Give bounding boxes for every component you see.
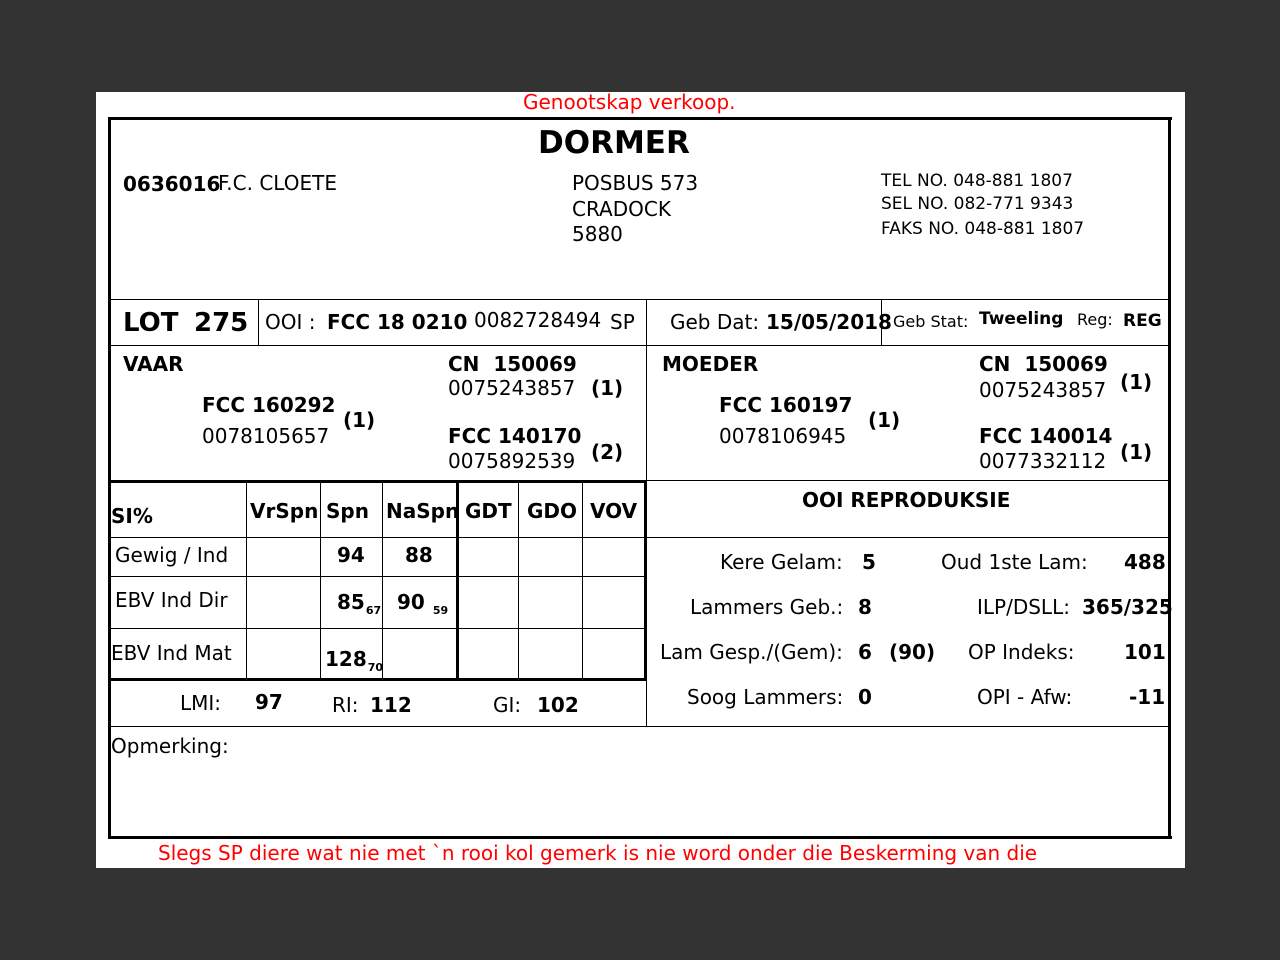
vaar-count: (1)	[343, 408, 376, 432]
sel-number: SEL NO. 082-771 9343	[881, 194, 1074, 214]
frame-left	[108, 117, 111, 839]
address-line-3: 5880	[572, 222, 623, 246]
vaar-dam-count: (2)	[591, 440, 624, 464]
perf-row-line-2	[110, 576, 646, 577]
perf-table-top	[110, 480, 647, 483]
lam-gesp-label: Lam Gesp./(Gem):	[660, 640, 843, 664]
ri-value: 112	[370, 693, 412, 717]
ebv-dir-naspn-sub: 59	[432, 604, 449, 617]
perf-col-line-5	[582, 482, 583, 679]
op-indeks-value: 101	[1124, 640, 1166, 664]
gi-label: GI:	[493, 693, 522, 717]
vaar-dam-number: 0075892539	[448, 449, 576, 473]
reg-label: Reg:	[1077, 310, 1113, 329]
notice-bottom: Slegs SP diere wat nie met `n rooi kol gemerk is nie word onder die Beskerming van die	[158, 841, 1038, 865]
geb-stat-label: Geb Stat:	[893, 312, 969, 331]
perf-table-bottom	[110, 678, 647, 681]
op-indeks-label: OP Indeks:	[968, 640, 1075, 664]
moeder-dam-number: 0077332112	[979, 449, 1107, 473]
moeder-dam-count: (1)	[1120, 440, 1153, 464]
ebv-mat-spn: $128_{70}$	[325, 647, 384, 674]
row-label-ebv-dir: EBV Ind Dir	[115, 588, 228, 612]
address-line-1: POSBUS 573	[572, 171, 699, 195]
moeder-dam-id: FCC 140014	[979, 424, 1113, 448]
gewig-spn: 94	[337, 543, 365, 567]
geb-dat-value: 15/05/2018	[766, 310, 892, 334]
moeder-count: (1)	[868, 408, 901, 432]
vaar-sire-id: CN 150069	[448, 352, 577, 376]
lot-row-bottom-line	[110, 345, 1170, 346]
tel-number: TEL NO. 048-881 1807	[881, 171, 1073, 191]
header-vrspn: VrSpn	[250, 499, 319, 523]
ilp-value: 365/325	[1082, 595, 1173, 619]
header-gdt: GDT	[465, 499, 512, 523]
ooi-suffix: SP	[610, 310, 635, 334]
vaar-sire-count: (1)	[591, 376, 624, 400]
repro-title: OOI REPRODUKSIE	[802, 488, 1011, 512]
vaar-number: 0078105657	[202, 424, 330, 448]
perf-table-right	[644, 480, 647, 681]
gewig-naspn: 88	[405, 543, 433, 567]
ebv-mat-spn-sub: 70	[367, 661, 384, 674]
frame-right	[1168, 117, 1171, 839]
header-si: SI%	[111, 504, 153, 528]
notice-top: Genootskap verkoop.	[523, 90, 736, 114]
breeder-id: 0636016	[123, 172, 221, 196]
moeder-sire-id: CN 150069	[979, 352, 1108, 376]
kere-gelam-value: 5	[862, 550, 876, 574]
soog-lammers-value: 0	[858, 685, 872, 709]
indices-bottom-line	[110, 726, 1170, 727]
oud-lam-value: 488	[1124, 550, 1166, 574]
opmerking-label: Opmerking:	[111, 734, 229, 758]
vaar-id: FCC 160292	[202, 393, 336, 417]
ilp-label: ILP/DSLL:	[977, 595, 1070, 619]
pedigree-bottom-line	[646, 480, 1170, 481]
ooi-number: 0082728494	[474, 308, 602, 332]
geb-stat-value: Tweeling	[979, 309, 1064, 329]
lammers-geb-label: Lammers Geb.:	[690, 595, 844, 619]
faks-number: FAKS NO. 048-881 1807	[881, 219, 1085, 239]
oud-lam-label: Oud 1ste Lam:	[941, 550, 1088, 574]
row-label-ebv-mat: EBV Ind Mat	[111, 641, 232, 665]
perf-col-line-2	[320, 482, 321, 679]
lam-gesp-value: 6	[858, 640, 872, 664]
opi-afw-value: -11	[1129, 685, 1166, 709]
opi-afw-label: OPI - Afw:	[977, 685, 1073, 709]
ooi-label: OOI :	[265, 310, 316, 334]
lot-label: LOT	[123, 308, 179, 338]
header-naspn: NaSpn	[386, 499, 460, 523]
ooi-id: FCC 18 0210	[327, 310, 468, 334]
frame-top	[108, 117, 1172, 120]
perf-row-line-1	[110, 537, 1170, 538]
ebv-dir-spn: $85_{67}$	[337, 590, 382, 617]
moeder-sire-number: 0075243857	[979, 378, 1107, 402]
ebv-dir-naspn: 90 $_{59}$	[397, 590, 449, 617]
frame-bottom	[108, 836, 1172, 839]
perf-col-line-4	[518, 482, 519, 679]
geb-dat-label: Geb Dat:	[670, 310, 760, 334]
lmi-label: LMI:	[180, 691, 222, 715]
moeder-sire-count: (1)	[1120, 370, 1153, 394]
vaar-dam-id: FCC 140170	[448, 424, 582, 448]
perf-col-line-1	[246, 482, 247, 679]
breed-title: DORMER	[538, 125, 690, 161]
ebv-dir-spn-sub: 67	[365, 604, 382, 617]
lam-gesp-gem-value: (90)	[889, 640, 936, 664]
gi-value: 102	[537, 693, 579, 717]
perf-row-line-3	[110, 628, 646, 629]
row-label-gewig: Gewig / Ind	[115, 543, 229, 567]
lammers-geb-value: 8	[858, 595, 872, 619]
kere-gelam-label: Kere Gelam:	[720, 550, 843, 574]
moeder-label: MOEDER	[662, 352, 759, 376]
address-line-2: CRADOCK	[572, 197, 671, 221]
lmi-value: 97	[255, 690, 283, 714]
header-gdo: GDO	[527, 499, 578, 523]
vaar-label: VAAR	[123, 352, 184, 376]
lot-row-top-line	[110, 299, 1170, 300]
moeder-id: FCC 160197	[719, 393, 853, 417]
reg-value: REG	[1123, 311, 1162, 331]
soog-lammers-label: Soog Lammers:	[687, 685, 844, 709]
vaar-sire-number: 0075243857	[448, 376, 576, 400]
header-spn: Spn	[326, 499, 369, 523]
header-vov: VOV	[590, 499, 638, 523]
lot-divider	[258, 299, 259, 346]
breeder-name: F.C. CLOETE	[218, 171, 337, 195]
ri-label: RI:	[332, 693, 359, 717]
lot-number: 275	[194, 308, 249, 338]
moeder-number: 0078106945	[719, 424, 847, 448]
